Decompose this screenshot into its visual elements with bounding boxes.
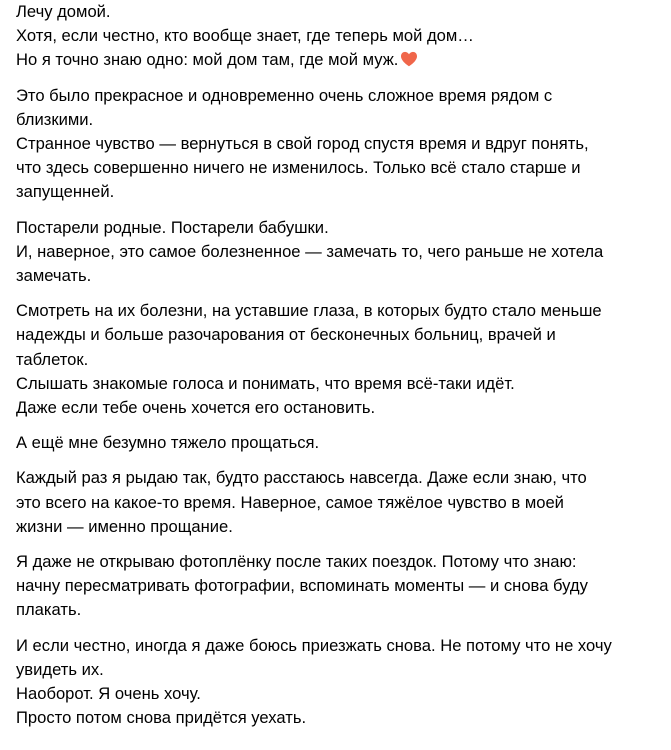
paragraph xyxy=(16,84,666,205)
text-line: Но я точно знаю одно: мой дом там, где мой муж. xyxy=(16,50,399,70)
paragraph xyxy=(16,466,666,539)
paragraph xyxy=(16,431,666,455)
text-line: Постарели родные. Постарели бабушки. xyxy=(16,217,329,237)
paragraph xyxy=(16,299,666,420)
paragraph xyxy=(16,634,666,731)
text-line: Даже если тебе очень хочется его остановить. xyxy=(16,398,376,418)
text-line: Смотреть на их болезни, на уставшие глаза, в которых будто стало меньше xyxy=(16,301,602,321)
text-line: Хотя, если честно, кто вообще знает, где теперь мой дом… xyxy=(16,26,474,46)
text-line: И если честно, иногда я даже боюсь приезжать снова. Не потому что не хочу xyxy=(16,635,612,655)
paragraph xyxy=(16,0,666,73)
text-line: Наоборот. Я очень хочу. xyxy=(16,684,201,704)
paragraph xyxy=(16,216,666,289)
text-line: жизни — именно прощание. xyxy=(16,516,233,536)
text-line: замечать. xyxy=(16,266,92,286)
text-line: что здесь совершенно ничего не изменилось. Только всё стало старше и xyxy=(16,158,581,178)
text-line: Каждый раз я рыдаю так, будто расстаюсь навсегда. Даже если знаю, что xyxy=(16,468,587,488)
text-line: увидеть их. xyxy=(16,659,104,679)
text-line: Я даже не открываю фотоплёнку после таких поездок. Потому что знаю: xyxy=(16,552,577,572)
text-line: Это было прекрасное и одновременно очень сложное время рядом с xyxy=(16,85,553,105)
text-line: близкими. xyxy=(16,109,94,129)
text-line: Слышать знакомые голоса и понимать, что время всё-таки идёт. xyxy=(16,373,515,393)
text-line-with-emoji xyxy=(16,48,666,72)
text-line: Лечу домой. xyxy=(16,2,111,21)
text-line: плакать. xyxy=(16,600,82,620)
text-line: надежды и больше разочарования от бесконечных больниц, врачей и xyxy=(16,325,556,345)
text-line: Просто потом снова придётся уехать. xyxy=(16,708,307,728)
text-line: И, наверное, это самое болезненное — замечать то, чего раньше не хотела xyxy=(16,241,604,261)
text-line: таблеток. xyxy=(16,349,89,369)
text-line: запущенней. xyxy=(16,182,115,202)
heart-icon xyxy=(400,50,418,66)
text-line: А ещё мне безумно тяжело прощаться. xyxy=(16,433,320,453)
text-line: это всего на какое-то время. Наверное, самое тяжёлое чувство в моей xyxy=(16,492,564,512)
paragraph xyxy=(16,550,666,623)
text-line: начну пересматривать фотографии, вспоминать моменты — и снова буду xyxy=(16,576,588,596)
text-line: Странное чувство — вернуться в свой город спустя время и вдруг понять, xyxy=(16,134,589,154)
post-text xyxy=(16,0,666,741)
